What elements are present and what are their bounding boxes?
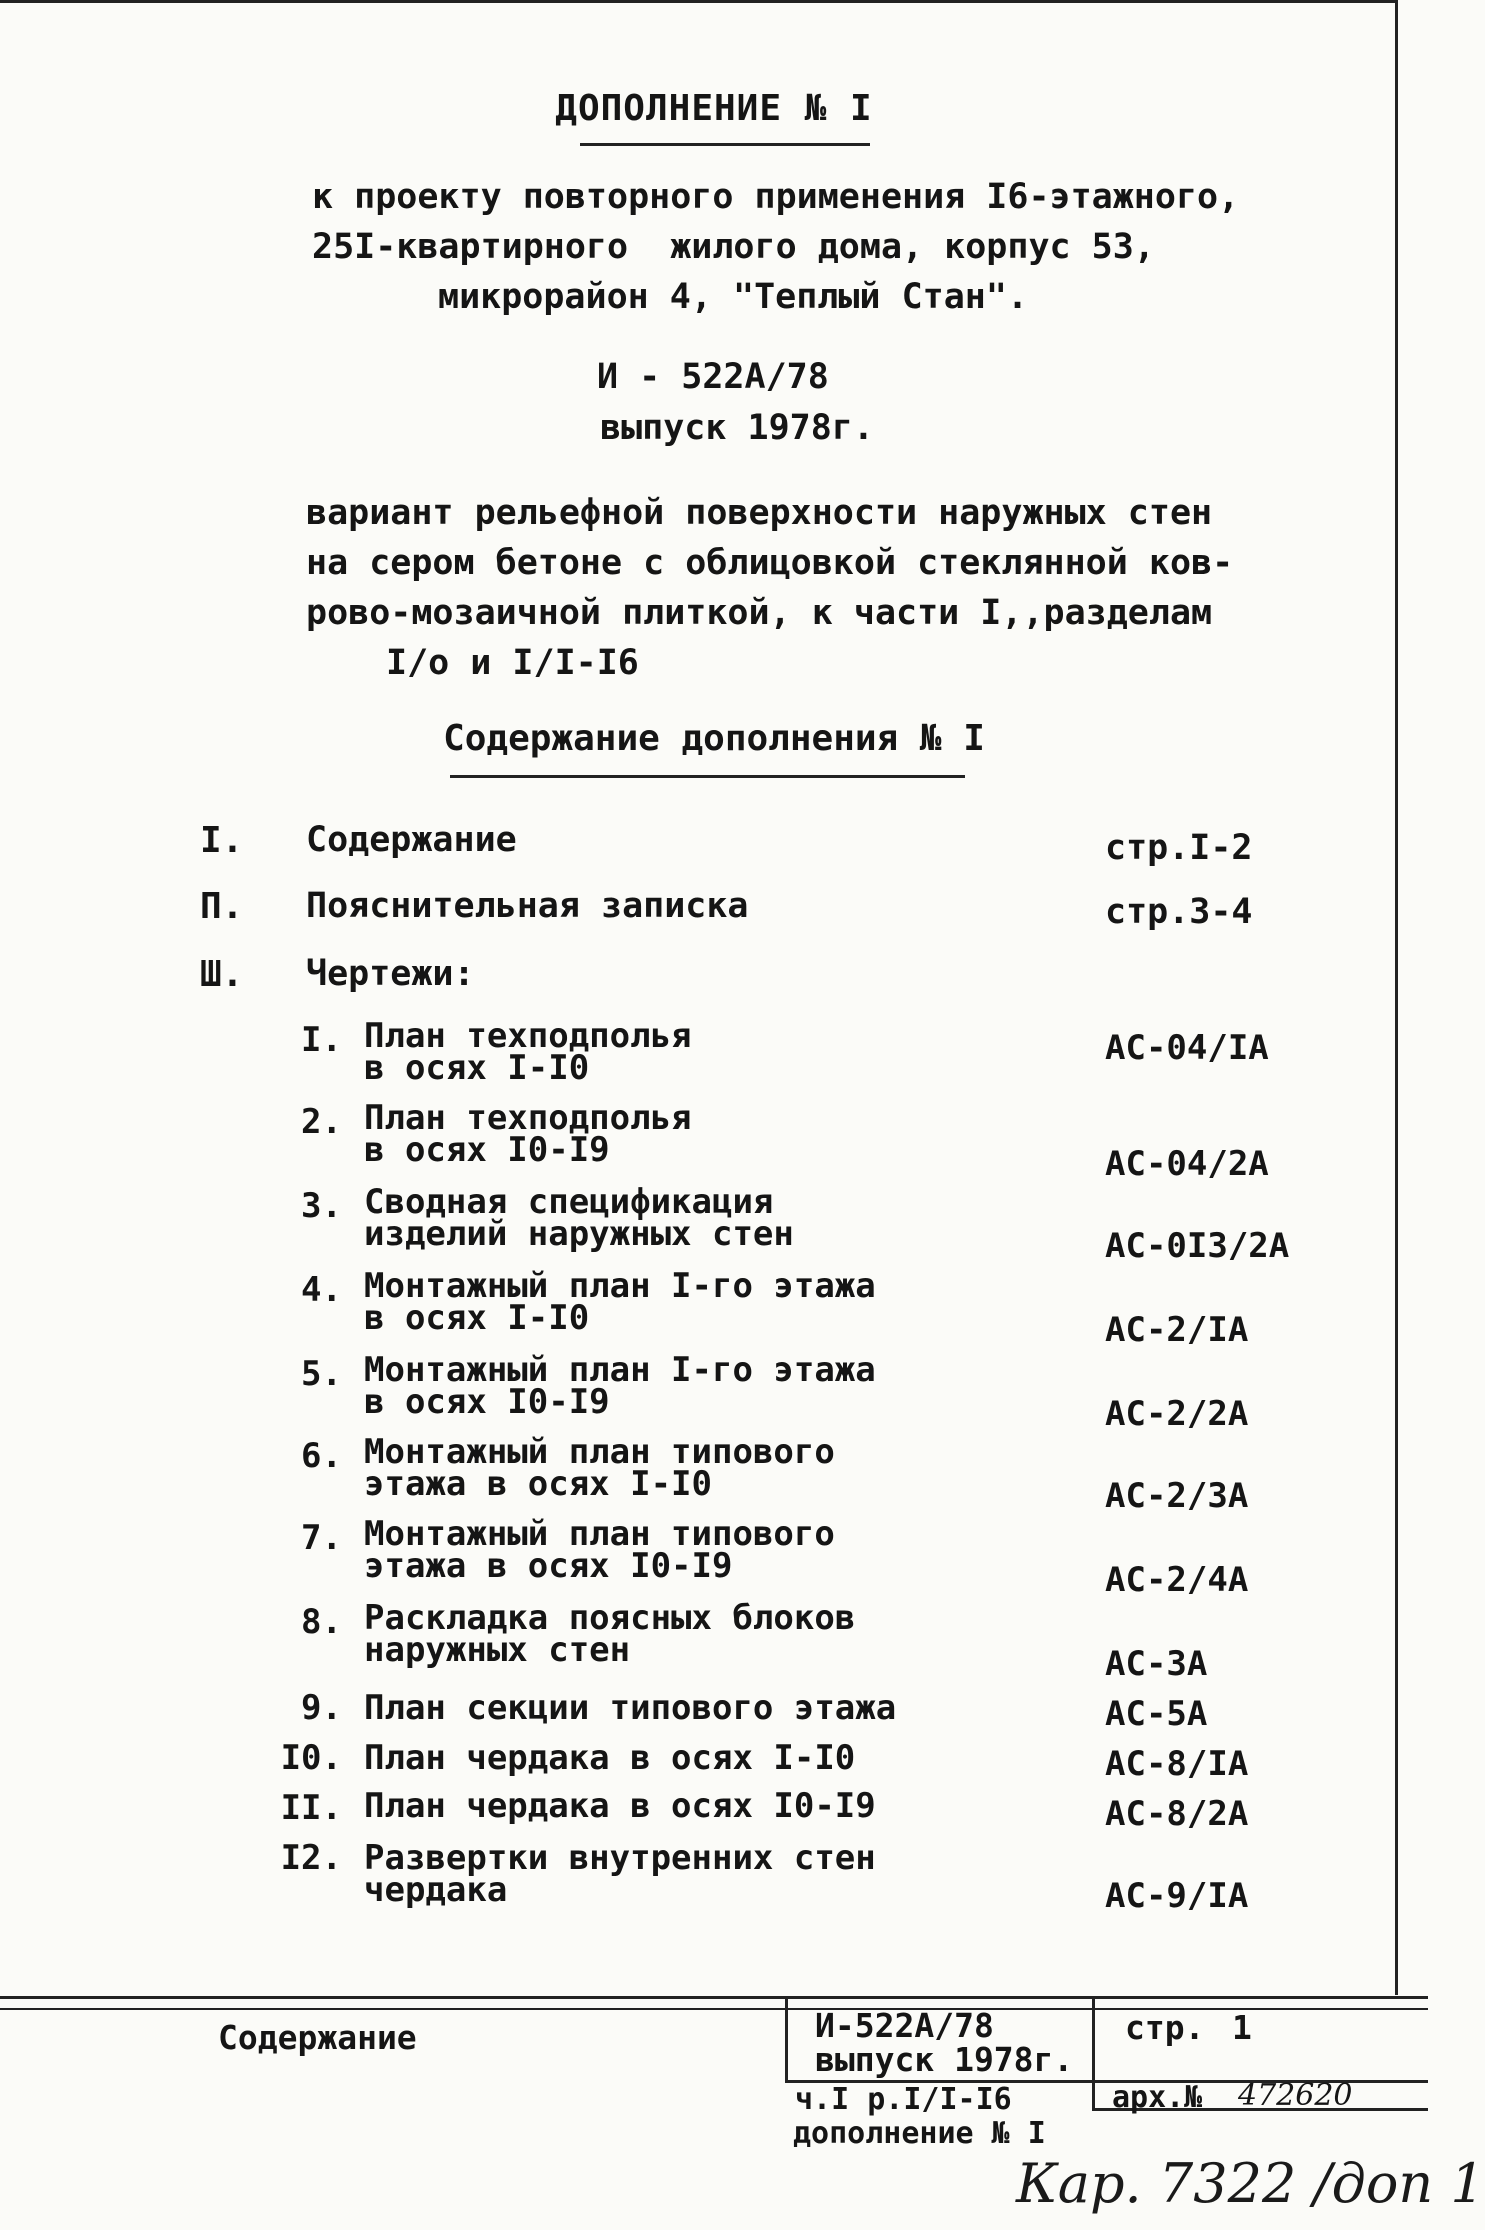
intro-line-2: 25I-квартирного жилого дома, корпус 53, bbox=[312, 227, 1155, 267]
drawing-title: План секции типового этажа bbox=[364, 1688, 897, 1728]
drawing-title: План техподполья bbox=[364, 1016, 692, 1056]
document-title: ДОПОЛНЕНИЕ № I bbox=[555, 88, 873, 129]
toc-heading: Содержание дополнения № I bbox=[443, 718, 985, 759]
drawing-number: I. bbox=[301, 1020, 342, 1060]
drawing-subtitle: в осях I0-I9 bbox=[364, 1130, 610, 1170]
drawing-title: Раскладка поясных блоков bbox=[364, 1598, 856, 1638]
drawing-subtitle: чердака bbox=[364, 1870, 508, 1910]
drawing-title: Сводная спецификация bbox=[364, 1182, 774, 1222]
drawing-subtitle: этажа в осях I-I0 bbox=[364, 1464, 712, 1504]
drawing-number: I0. bbox=[280, 1738, 342, 1778]
title-block-top-line-2 bbox=[0, 2008, 1428, 2010]
section-number: Ш. bbox=[200, 954, 244, 995]
drawing-code: АС-04/2А bbox=[1105, 1144, 1269, 1184]
drawing-code: АС-2/2А bbox=[1105, 1394, 1249, 1434]
title-block-page-label: стр. bbox=[1125, 2008, 1205, 2047]
title-block-archive-number: 472620 bbox=[1238, 2078, 1353, 2113]
variant-line-2: на сером бетоне с облицовкой стеклянной ков- bbox=[306, 543, 1234, 583]
drawing-code: АС-04/IА bbox=[1105, 1028, 1269, 1068]
title-block-release: выпуск 1978г. bbox=[815, 2040, 1074, 2079]
title-block-top-line bbox=[0, 1996, 1428, 1999]
drawing-title: Монтажный план I-го этажа bbox=[364, 1266, 876, 1306]
drawing-subtitle: этажа в осях I0-I9 bbox=[364, 1546, 733, 1586]
drawing-number: 5. bbox=[301, 1354, 342, 1394]
drawing-title: План техподполья bbox=[364, 1098, 692, 1138]
page-frame-right bbox=[1395, 0, 1398, 1995]
drawing-subtitle: в осях I-I0 bbox=[364, 1298, 590, 1338]
drawing-title: Монтажный план I-го этажа bbox=[364, 1350, 876, 1390]
page-frame-top bbox=[0, 0, 1398, 3]
drawing-code: АС-8/2А bbox=[1105, 1794, 1249, 1834]
title-block-page-number: 1 bbox=[1232, 2008, 1252, 2047]
drawing-number: 3. bbox=[301, 1186, 342, 1226]
handwritten-catalog-note: Кар. 7322 /доп 1 bbox=[1016, 2152, 1485, 2215]
section-label: Чертежи: bbox=[306, 954, 475, 994]
intro-line-3: микрорайон 4, "Теплый Стан". bbox=[438, 277, 1029, 317]
drawing-code: АС-2/4А bbox=[1105, 1560, 1249, 1600]
drawing-number: 6. bbox=[301, 1436, 342, 1476]
drawing-number: 9. bbox=[301, 1688, 342, 1728]
title-underline bbox=[580, 143, 870, 146]
title-block-code: И-522А/78 bbox=[815, 2006, 994, 2045]
section-number: П. bbox=[200, 886, 244, 927]
section-label: Содержание bbox=[306, 820, 517, 860]
drawing-number: 7. bbox=[301, 1518, 342, 1558]
title-block-divider bbox=[1092, 1996, 1095, 2110]
drawing-code: АС-5А bbox=[1105, 1694, 1208, 1734]
section-label: Пояснительная записка bbox=[306, 886, 749, 926]
variant-line-1: вариант рельефной поверхности наружных стен bbox=[306, 493, 1213, 533]
section-number: I. bbox=[200, 820, 244, 861]
drawing-title: Монтажный план типового bbox=[364, 1432, 835, 1472]
drawing-number: II. bbox=[280, 1788, 342, 1828]
drawing-number: 8. bbox=[301, 1602, 342, 1642]
drawing-subtitle: наружных стен bbox=[364, 1630, 631, 1670]
title-block-divider bbox=[785, 1996, 788, 2080]
drawing-code: АС-3А bbox=[1105, 1644, 1208, 1684]
drawing-subtitle: в осях I0-I9 bbox=[364, 1382, 610, 1422]
intro-line-1: к проекту повторного применения I6-этажного, bbox=[312, 177, 1240, 217]
drawing-number: 2. bbox=[301, 1102, 342, 1142]
title-block-name: Содержание bbox=[218, 2018, 417, 2057]
title-block-archive-label: арх.№ bbox=[1112, 2080, 1203, 2115]
drawing-code: АС-0I3/2А bbox=[1105, 1226, 1290, 1266]
variant-line-3: рово-мозаичной плиткой, к части I,,разделам bbox=[306, 593, 1213, 633]
title-block-part: ч.I р.I/I-I6 bbox=[795, 2082, 1012, 2117]
project-code: И - 522А/78 bbox=[597, 357, 829, 397]
drawing-code: АС-2/3А bbox=[1105, 1476, 1249, 1516]
title-block-supplement: дополнение № I bbox=[793, 2116, 1046, 2151]
release-year: выпуск 1978г. bbox=[600, 408, 874, 448]
drawing-title: Монтажный план типового bbox=[364, 1514, 835, 1554]
drawing-number: 4. bbox=[301, 1270, 342, 1310]
drawing-subtitle: в осях I-I0 bbox=[364, 1048, 590, 1088]
section-page-ref: стр.3-4 bbox=[1105, 892, 1253, 932]
toc-heading-underline bbox=[450, 775, 965, 778]
section-page-ref: стр.I-2 bbox=[1105, 828, 1253, 868]
drawing-title: План чердака в осях I-I0 bbox=[364, 1738, 856, 1778]
drawing-code: АС-9/IА bbox=[1105, 1876, 1249, 1916]
drawing-code: АС-8/IА bbox=[1105, 1744, 1249, 1784]
drawing-number: I2. bbox=[280, 1838, 342, 1878]
drawing-title: Развертки внутренних стен bbox=[364, 1838, 876, 1878]
variant-line-4: I/о и I/I-I6 bbox=[386, 643, 639, 683]
drawing-title: План чердака в осях I0-I9 bbox=[364, 1786, 876, 1826]
drawing-code: АС-2/IА bbox=[1105, 1310, 1249, 1350]
drawing-subtitle: изделий наружных стен bbox=[364, 1214, 794, 1254]
